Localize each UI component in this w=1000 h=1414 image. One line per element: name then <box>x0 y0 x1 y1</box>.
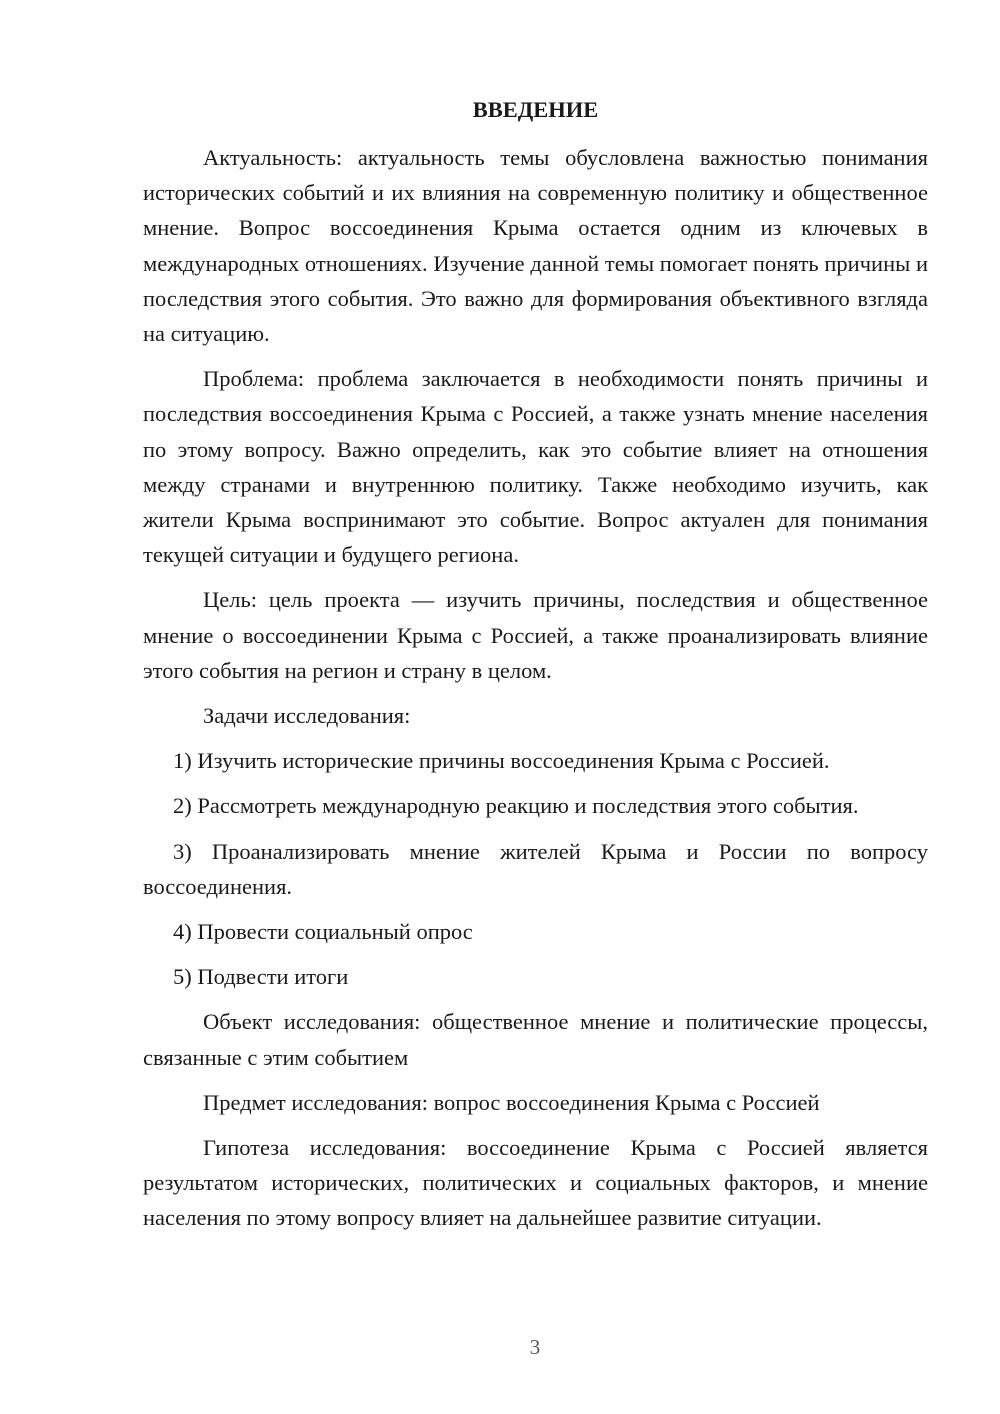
paragraph-object: Объект исследования: общественное мнение и политические процессы, связанные с этим событием <box>143 1009 928 1070</box>
list-item-task-2: 2) Рассмотреть международную реакцию и последствия этого события. <box>173 793 859 819</box>
list-item-task-1: 1) Изучить исторические причины воссоединения Крыма с Россией. <box>173 748 830 774</box>
list-item-task-4: 4) Провести социальный опрос <box>173 919 473 945</box>
page-content <box>143 95 928 1246</box>
list-item-task-3: 3) Проанализировать мнение жителей Крыма и России по вопросу воссоединения. <box>143 838 928 899</box>
paragraph-relevance: Актуальность: актуальность темы обусловлена важностью понимания исторических событий и их влияния на современную политику и общественное мнение. Вопрос воссоединения Крыма остается одним из ключевых в международных отношениях. Изучение данной темы помогает понять причины и последствия этого события. Это важно для формирования объективного взгляда на ситуацию. <box>143 145 928 347</box>
section-title: ВВЕДЕНИЕ <box>472 97 599 122</box>
paragraph-problem: Проблема: проблема заключается в необходимости понять причины и последствия воссоединения Крыма с Россией, а также узнать мнение населения по этому вопросу. Важно определить, как это событие влияет на отношения между странами и внутреннюю политику. Также необходимо изучить, как жители Крыма воспринимают это событие. Вопрос актуален для понимания текущей ситуации и будущего региона. <box>143 366 928 568</box>
paragraph-tasks-heading: Задачи исследования: <box>203 703 411 729</box>
page-number: 3 <box>529 1335 541 1359</box>
paragraph-goal: Цель: цель проекта — изучить причины, последствия и общественное мнение о воссоединении Крыма с Россией, а также проанализировать влияние этого события на регион и страну в целом. <box>143 587 928 683</box>
paragraph-subject: Предмет исследования: вопрос воссоединения Крыма с Россией <box>203 1089 820 1115</box>
paragraph-hypothesis: Гипотеза исследования: воссоединение Крыма с Россией является результатом исторических, политических и социальных факторов, и мнение населения по этому вопросу влияет на дальнейшее развитие ситуации. <box>143 1135 928 1231</box>
list-item-task-5: 5) Подвести итоги <box>173 964 349 990</box>
